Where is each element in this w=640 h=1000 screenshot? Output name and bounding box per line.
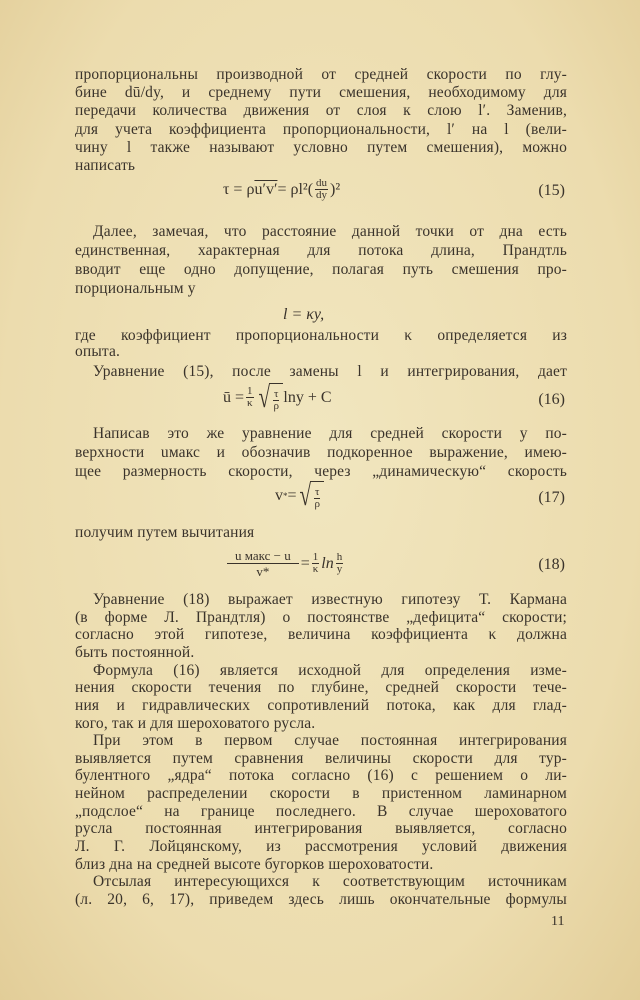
text-line: получим путем вычитания <box>75 524 255 541</box>
equation-number: (15) <box>538 182 565 199</box>
fraction <box>246 386 254 409</box>
equation-number: (16) <box>538 391 565 408</box>
text-line: кого, так и для шероховатого русла. <box>75 715 316 732</box>
text-line: русла постоянная интегрирования выявляется, согласно <box>75 820 567 837</box>
fraction <box>315 178 328 201</box>
eq-text: ū = <box>223 388 245 406</box>
equation-mixing-length <box>75 306 567 328</box>
numerator: τ <box>315 486 320 498</box>
denominator: y <box>336 563 343 575</box>
fraction <box>227 548 299 579</box>
text-line: чину l также называют условно путем смешения), можно <box>75 139 567 156</box>
text-line: согласно этой гипотезе, величина коэффициента κ должна <box>75 626 567 643</box>
text-line: Уравнение (15), после замены l и интегрирования, дает <box>93 363 567 380</box>
text-line: нения скорости течения по глубине, средней скорости тече- <box>75 679 567 696</box>
denominator: dy <box>316 189 328 201</box>
eq-text: = <box>287 486 297 504</box>
radicand <box>310 481 324 510</box>
text-line: написать <box>75 157 136 174</box>
fraction <box>312 552 320 575</box>
text-line: Л. Г. Лойцянскому, из рассмотрения условий движения <box>75 838 567 855</box>
text-line: (в форме Л. Прандтля) о постоянстве „дефицита“ скорости; <box>75 609 567 626</box>
numerator: 1 <box>312 551 319 563</box>
numerator: τ <box>274 388 279 400</box>
eq-text: u′v′ <box>254 180 278 198</box>
eq-text: )² <box>330 180 341 198</box>
denominator: ρ <box>314 498 320 510</box>
text-line: для учета коэффициента пропорциональности, l′ на l (вели- <box>75 121 567 138</box>
text-line: выявляется путем сравнения величины скорости для тур- <box>75 750 567 767</box>
text-line: быть постоянной. <box>75 644 195 661</box>
equation-number: (17) <box>538 489 565 506</box>
equation-number: (18) <box>538 556 565 573</box>
text-line: (л. 20, 6, 17), приведем здесь лишь окончательные формулы <box>75 891 567 908</box>
sqrt-symbol: √ <box>299 478 311 512</box>
text-line: порциональным у <box>75 280 196 297</box>
equation-15 <box>75 176 567 206</box>
numerator: h <box>336 551 343 563</box>
text-line: Отсылая интересующихся к соответствующим источникам <box>93 873 567 890</box>
text-line: Уравнение (18) выражает известную гипотезу Т. Кармана <box>93 591 567 608</box>
radicand <box>269 383 283 412</box>
text-line: близ дна на средней высоте бугорков шероховатости. <box>75 856 434 873</box>
text-line: нейном распределении скорости в пристенном ламинарном <box>75 785 567 802</box>
fraction <box>314 487 320 510</box>
fraction <box>336 552 344 575</box>
text-line: При этом в первом случае постоянная интегрирования <box>93 732 567 749</box>
text-line: Далее, замечая, что расстояние данной точки от дна есть <box>93 223 567 240</box>
text-line: передачи количества движения от слоя к слою l′. Заменив, <box>75 102 567 119</box>
numerator: u макс − u <box>227 548 299 564</box>
eq-text: τ = ρ <box>223 180 255 198</box>
eq-text: l = κy, <box>283 306 325 323</box>
page-number: 11 <box>551 914 565 929</box>
numerator: 1 <box>247 385 253 397</box>
text-line: Формула (16) является исходной для определения изме- <box>93 662 567 679</box>
text-line: пропорциональны производной от средней скорости по глу- <box>75 66 567 83</box>
denominator: v* <box>256 564 270 579</box>
eq-text: v <box>275 486 283 504</box>
text-line: „подслое“ на границе последнего. В случае шероховатого <box>75 803 567 820</box>
text-line: щее размерность скорости, через „динамическую“ скорость <box>75 463 567 480</box>
text-line: единственная, характерная для потока длина, Прандтль <box>75 242 567 259</box>
text-line: булентного „ядра“ потока согласно (16) с решением о ли- <box>75 767 567 784</box>
eq-text: ln <box>321 554 334 572</box>
equation-18 <box>75 548 567 584</box>
eq-text: = ρl²( <box>277 180 314 198</box>
fraction <box>273 389 279 412</box>
eq-text: lny + C <box>283 388 332 406</box>
eq-subscript: * <box>283 490 288 501</box>
text-line: ния и гидравлических сопротивлений потока, как для глад- <box>75 697 567 714</box>
denominator: ρ <box>273 400 279 412</box>
text-line: бине dū/dy, и среднему пути смешения, необходимому для <box>75 84 567 101</box>
sqrt-symbol: √ <box>258 380 270 414</box>
text-line: опыта. <box>75 343 121 360</box>
eq-text: = <box>300 554 310 572</box>
denominator: κ <box>312 563 319 575</box>
text-line: верхности uмакс и обозначив подкоренное выражение, имею- <box>75 444 567 461</box>
numerator: du <box>316 177 328 189</box>
text-line: где коэффициент пропорциональности κ определяется из <box>75 327 567 344</box>
text-line: Написав это же уравнение для средней скорости у по- <box>93 425 567 442</box>
equation-17 <box>75 478 567 515</box>
equation-16 <box>75 380 567 417</box>
text-line: вводит еще одно допущение, полагая путь смешения про- <box>75 261 567 278</box>
denominator: κ <box>247 397 253 409</box>
